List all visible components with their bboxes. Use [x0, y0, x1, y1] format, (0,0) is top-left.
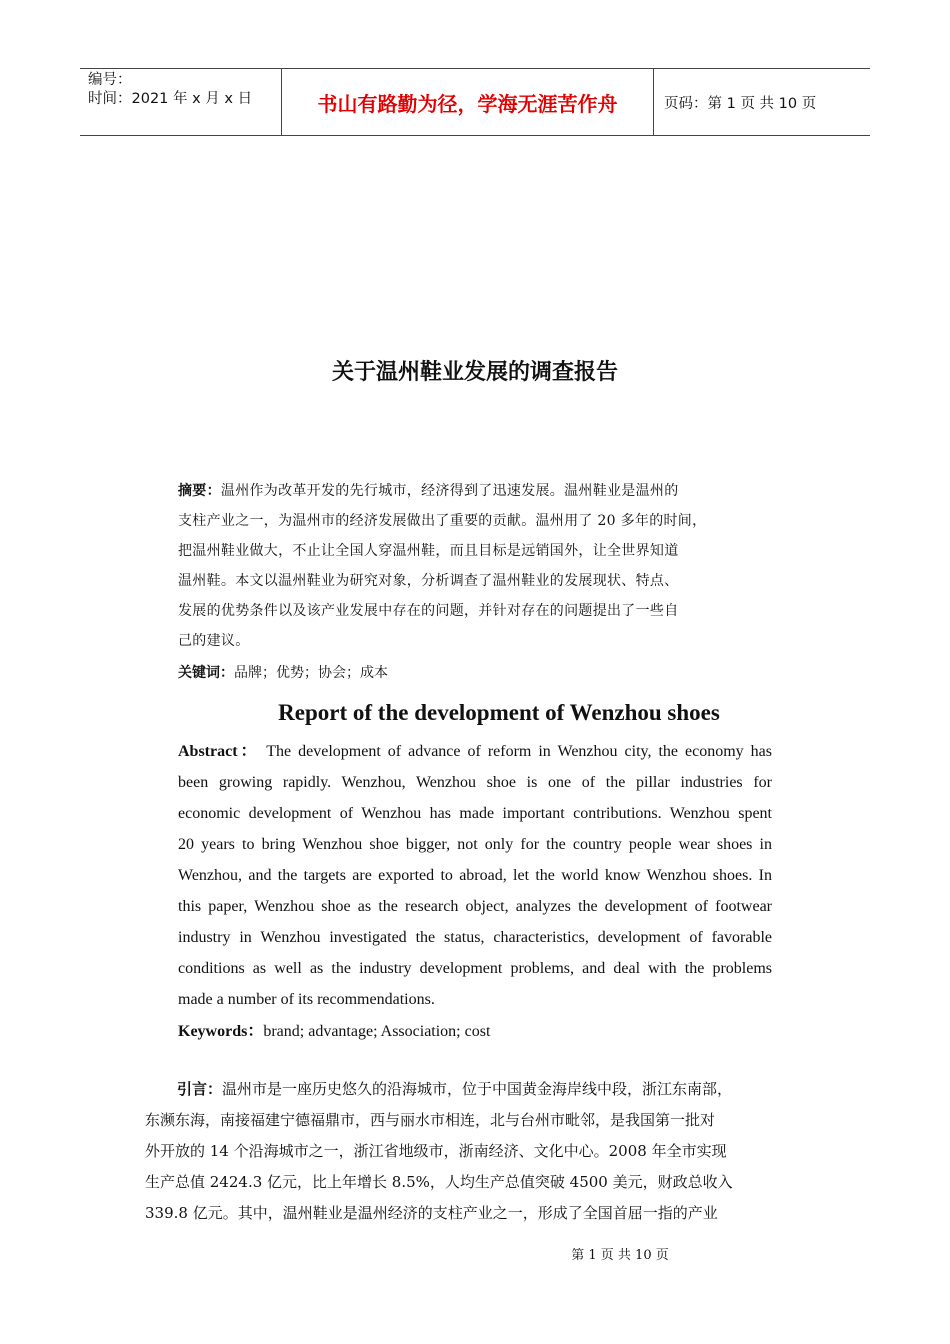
- abstract-cn-label: 摘要：: [178, 483, 221, 499]
- abstract-en-line: conditions as well as the industry development problems, and deal with the problems: [178, 960, 772, 977]
- header-meta-cell: [80, 69, 282, 135]
- introduction: [145, 1074, 825, 1229]
- abstract-cn-line: 支柱产业之一，为温州市的经济发展做出了重要的贡献。温州用了 20 多年的时间，: [178, 513, 707, 529]
- keywords-cn-text: 品牌；优势；协会；成本: [234, 665, 388, 681]
- intro-line: 东濒东海，南接福建宁德福鼎市，西与丽水市相连，北与台州市毗邻，是我国第一批对: [145, 1111, 716, 1129]
- serial-label: 编号：: [88, 72, 132, 88]
- intro-line: 生产总值 2424.3 亿元，比上年增长 8.5%，人均生产总值突破 4500 美元，财政总收入: [145, 1173, 733, 1191]
- abstract-cn-line: 发展的优势条件以及该产业发展中存在的问题，并针对存在的问题提出了一些自: [178, 603, 679, 619]
- intro-label: 引言：: [177, 1080, 223, 1098]
- keywords-cn-label: 关键词：: [178, 665, 234, 681]
- keywords-en-text: brand; advantage; Association; cost: [263, 1023, 491, 1040]
- abstract-chinese: [178, 476, 778, 656]
- keywords-english: [178, 1018, 490, 1046]
- title-english: Report of the development of Wenzhou shoes: [278, 700, 720, 725]
- abstract-en-line: The development of advance of reform in Wenzhou city, the economy has: [259, 743, 772, 760]
- abstract-en-line: made a number of its recommendations.: [178, 991, 435, 1008]
- header-motto: 书山有路勤为径，学海无涯苦作舟: [282, 69, 654, 135]
- abstract-en-line: 20 years to bring Wenzhou shoe bigger, not only for the country people wear shoes in: [178, 836, 772, 853]
- header-page-info: 页码：第 1 页 共 10 页: [664, 95, 817, 112]
- abstract-cn-line: 把温州鞋业做大，不止让全国人穿温州鞋，而且目标是远销国外，让全世界知道: [178, 543, 679, 559]
- abstract-en-line: industry in Wenzhou investigated the status, characteristics, development of favorable: [178, 929, 772, 946]
- time-label: 时间：2021 年 x 月 x 日: [88, 91, 253, 107]
- page-footer: 第 1 页 共 10 页: [571, 1248, 669, 1263]
- header-table: [80, 68, 870, 136]
- title-chinese: 关于温州鞋业发展的调查报告: [331, 360, 618, 385]
- intro-line: 外开放的 14 个沿海城市之一，浙江省地级市，浙南经济、文化中心。2008 年全市实现: [145, 1142, 727, 1160]
- intro-line: 温州市是一座历史悠久的沿海城市，位于中国黄金海岸线中段，浙江东南部，: [222, 1080, 733, 1098]
- abstract-cn-line: 温州作为改革开发的先行城市，经济得到了迅速发展。温州鞋业是温州的: [220, 483, 679, 499]
- abstract-en-label: Abstract：: [178, 743, 260, 760]
- abstract-en-line: this paper, Wenzhou shoe as the research object, analyzes the development of footwear: [178, 898, 772, 915]
- abstract-cn-line: 己的建议。: [178, 633, 250, 649]
- abstract-en-line: economic development of Wenzhou has made important contributions. Wenzhou spent: [178, 805, 772, 822]
- abstract-en-line: been growing rapidly. Wenzhou, Wenzhou shoe is one of the pillar industries for: [178, 774, 772, 791]
- abstract-cn-line: 温州鞋。本文以温州鞋业为研究对象，分析调查了温州鞋业的发展现状、特点、: [178, 573, 679, 589]
- keywords-chinese: [178, 660, 388, 686]
- keywords-en-label: Keywords：: [178, 1023, 264, 1040]
- abstract-en-line: Wenzhou, and the targets are exported to abroad, let the world know Wenzhou shoes. In: [178, 867, 772, 884]
- intro-line: 339.8 亿元。其中，温州鞋业是温州经济的支柱产业之一，形成了全国首屈一指的产业: [145, 1204, 718, 1222]
- abstract-english: [178, 736, 772, 1015]
